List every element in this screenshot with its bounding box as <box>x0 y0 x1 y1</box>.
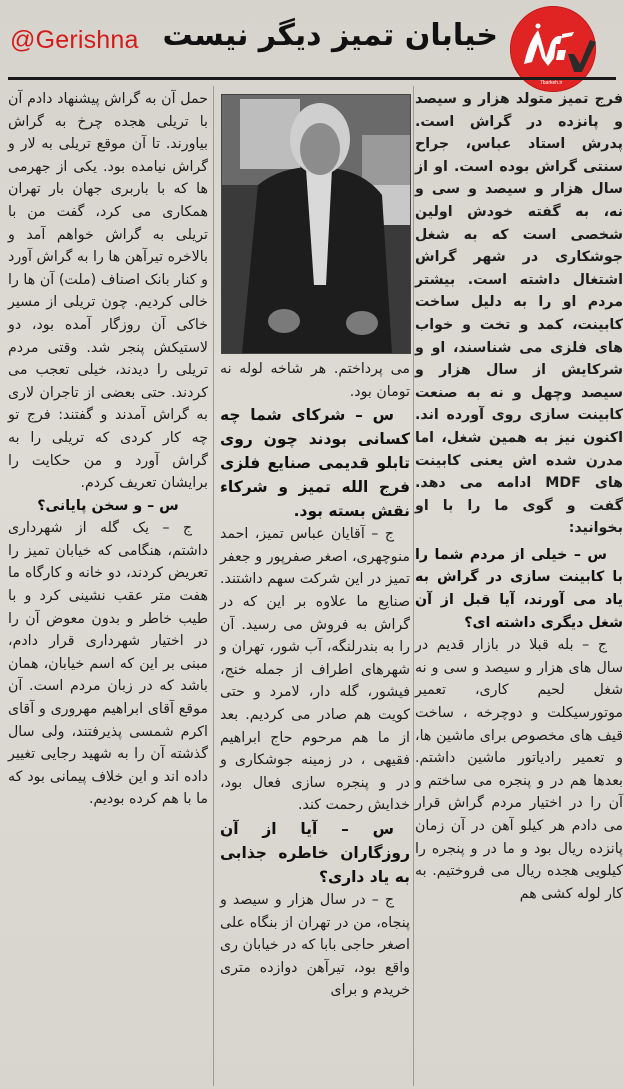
column-right <box>415 88 623 905</box>
interview-question: س – آیا از آن روزگاران خاطره جذابی به یاد داری؟ <box>220 819 410 886</box>
column-divider <box>213 86 214 1086</box>
interview-answer: ج – یک گله از شهرداری داشتم، هنگامی که خیابان تمیز را تعریض کردند، دو خانه و کارگاه ما هفت متر عقب نشینی کرد و با طیب خاطر و بدون معوض آن را در اختیار شهرداری قرار دادم، مبنی بر این که اسم خیابان، همان باشد که در زبان مردم است. آن موقع آقای ابراهیم مهروری و آقای اکرم شمسی پذیرفتند، ولی سال گذشته آن را به شهید رجایی تغییر داده اند و این خلاف پیمانی بود که ما با هم کرده بودیم. <box>8 520 208 808</box>
answer-continuation: حمل آن به گراش پیشنهاد دادم آن با تریلی هجده چرخ به گراش بیاورند. تا آن موقع تریلی به لار و گراش نیامده بود. یکی از جهرمی ها که با باربری جهان بار تهران همکاری می کرد، گفت من با تریلی به گراش خواهم آمد و بالاخره تیرآهن ها را به گراش آورد و کنار بانک اصناف (ملت) آن ها را خالی کردیم. چون تریلی از مسیر خاکی آن روزگار آمده بود، دو لاستیکش پنجر شد. وقتی مردم تریلی را دیدند، خیلی تعجب می کردند. حتی بعضی از تاجران لاری به گراش آمدند و گفتند: فرج تو چه کار کردی که تریلی را به گراش آورد و من حکایت را برایشان تعریف کردم. <box>8 91 208 492</box>
column-left <box>8 88 208 811</box>
column-divider <box>413 86 414 1086</box>
answer-continuation: می پرداختم. هر شاخه لوله نه تومان بود. <box>220 361 410 400</box>
header-rule <box>8 77 616 80</box>
article-headline: خیابان تمیز دیگر نیست <box>162 18 498 53</box>
interview-question: س – شرکای شما چه کسانی بودند چون روی تابلو قدیمی صنایع فلزی فرج الله تمیز و شرکاء نقش بسته بود. <box>220 406 410 521</box>
column-middle <box>220 358 410 1002</box>
article-intro: فرج تمیز متولد هزار و سیصد و پانزده در گراش است. پدرش استاد عباس، جراح سنتی گراش بوده است. او از سال هزار و سیصد و سی و نه، به گفته خودش اولین شخصی است که به شغل جوشکاری در شهر گراش اشتغال داشته است. بیشتر مردم او را به دلیل ساخت کابینت، کمد و تخت و خواب های فلزی می شناسند، او و شرکایش از سال هزار و سیصد وچهل و نه به صنعت کابینت سازی روی آورده اند. اکنون نیز به همین شغل، اما مدرن شده اش یعنی کابینت های MDF ادامه می دهد. گفت و گوی ما را با او بخوانید: <box>415 91 623 537</box>
interview-question: س – خیلی از مردم شما را با کابینت سازی در گراش به یاد می آورند، آیا قبل از آن شغل دیگری داشته ای؟ <box>415 546 623 631</box>
interview-answer: ج – آقایان عباس تمیز، احمد منوچهری، اصغر صفرپور و جعفر تمیز در این شرکت سهم داشتند. صنایع ما علاوه بر این که در گراش به فروش می رسید. آن را به بندرلنگه، آب شور، تهران و شهرهای اطراف از جمله خنج، فیشور، گله دار، لامرد و حتی کویت هم صادر می کردیم. بعد از ما هم مرحوم حاج ابراهیم فقیهی ، در زمینه جوشکاری و در و پنجره سازی فعال بود، خدایش رحمت کند. <box>220 526 410 814</box>
portrait-photo <box>221 94 411 354</box>
article-header <box>0 0 624 86</box>
interview-question: س – و سخن پایانی؟ <box>37 497 179 514</box>
logo-caption: 7barkeh.ir <box>540 80 563 86</box>
interview-answer: ج – بله قبلا در بازار قدیم در سال های هزار و سیصد و سی و نه شغل لحیم کاری، تعمیر موتورسیکلت و دوچرخه ، ساخت قیف های مخصوص برای ماشین ها، و تعمیر رادیاتور ماشین داشتم. بعدها هم در و پنجره می ساختم و آن را در اختیار مردم گراش قرار می دادم هر کیلو آهن در آن زمان پانزده ریال بود و ما در و پنجره را کیلویی هجده ریال می فروختیم. به کار لوله کشی هم <box>415 637 623 902</box>
interview-answer: ج – در سال هزار و سیصد و پنجاه، من در تهران از بنگاه علی اصغر حاجی بابا که در خیابان ری واقع بود، تیرآهن دوازده متری خریدم و برای <box>220 891 410 999</box>
channel-handle: @Gerishna <box>10 26 139 54</box>
